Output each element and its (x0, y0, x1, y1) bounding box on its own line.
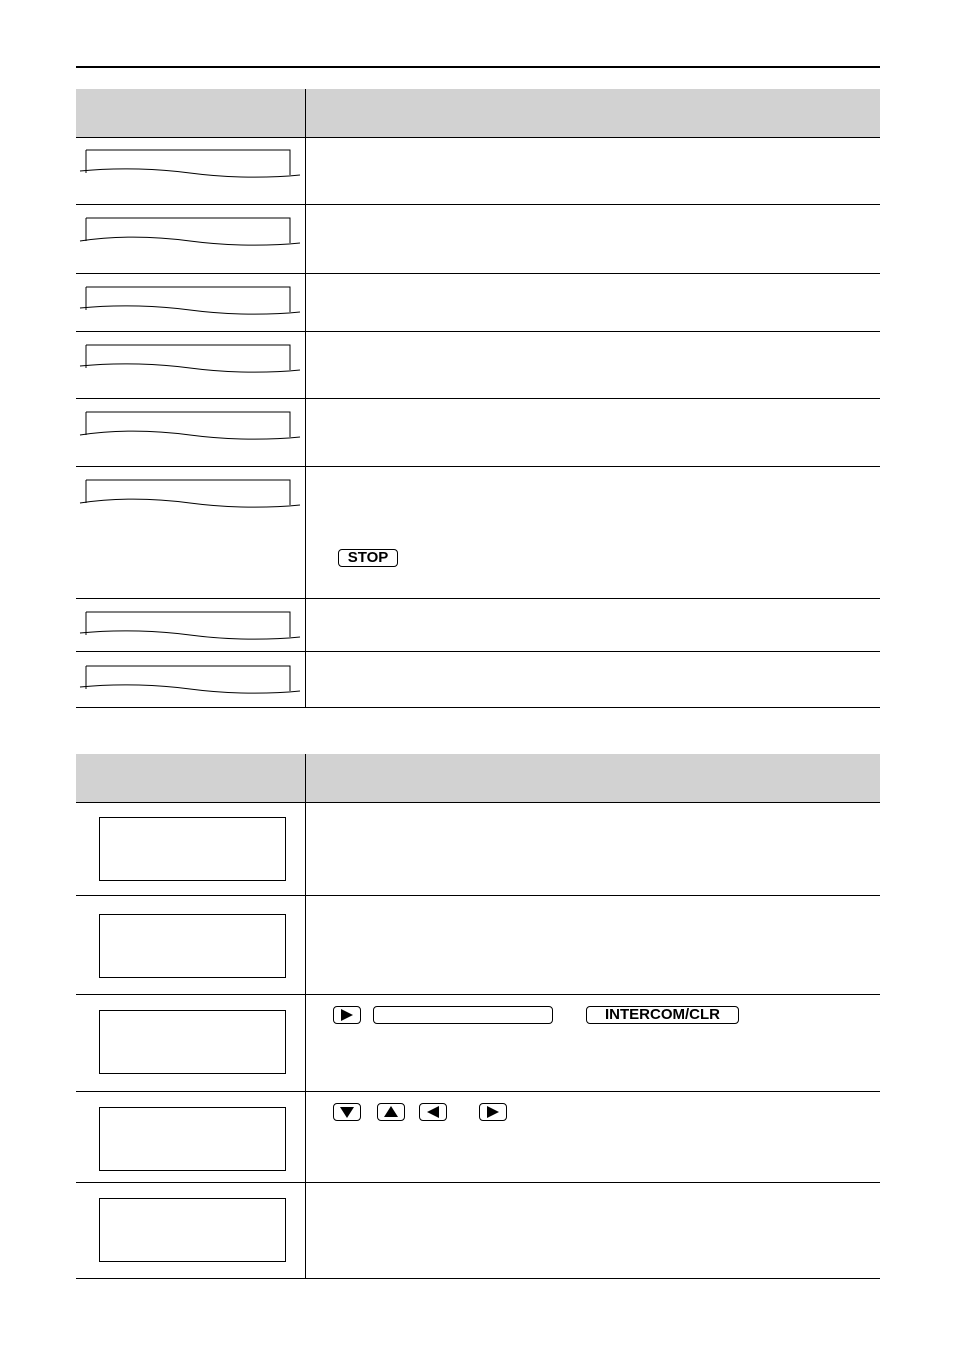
right-key (333, 1006, 361, 1024)
right-triangle-icon (340, 1009, 354, 1021)
display-box-5 (99, 1198, 286, 1262)
display-strip-4 (80, 344, 300, 376)
display-box-3 (99, 1010, 286, 1074)
display-box-4 (99, 1107, 286, 1171)
display-strip-6 (80, 479, 300, 511)
stop-key (338, 549, 398, 567)
display-box-2 (99, 914, 286, 978)
display-strip-7 (80, 611, 300, 643)
display-strip-1 (80, 149, 300, 181)
display-strip-5 (80, 411, 300, 443)
right-triangle-icon (486, 1106, 500, 1118)
display-table (76, 754, 880, 1279)
left-triangle-icon (426, 1106, 440, 1118)
down-triangle-icon (340, 1106, 354, 1118)
display-box-1 (99, 817, 286, 881)
message-table-header (76, 89, 880, 137)
message-table (76, 89, 880, 708)
right-key-2 (479, 1103, 507, 1121)
left-key (419, 1103, 447, 1121)
display-strip-3 (80, 286, 300, 318)
blank-key (373, 1006, 553, 1024)
display-strip-2 (80, 217, 300, 249)
stop-key-label: STOP (347, 549, 389, 566)
display-table-header (76, 754, 880, 802)
up-key (377, 1103, 405, 1121)
display-strip-8 (80, 665, 300, 697)
intercom-clr-key-label: INTERCOM/CLR (605, 1006, 720, 1023)
intercom-clr-key (586, 1006, 739, 1024)
top-rule (76, 66, 880, 68)
down-key (333, 1103, 361, 1121)
up-triangle-icon (384, 1106, 398, 1118)
